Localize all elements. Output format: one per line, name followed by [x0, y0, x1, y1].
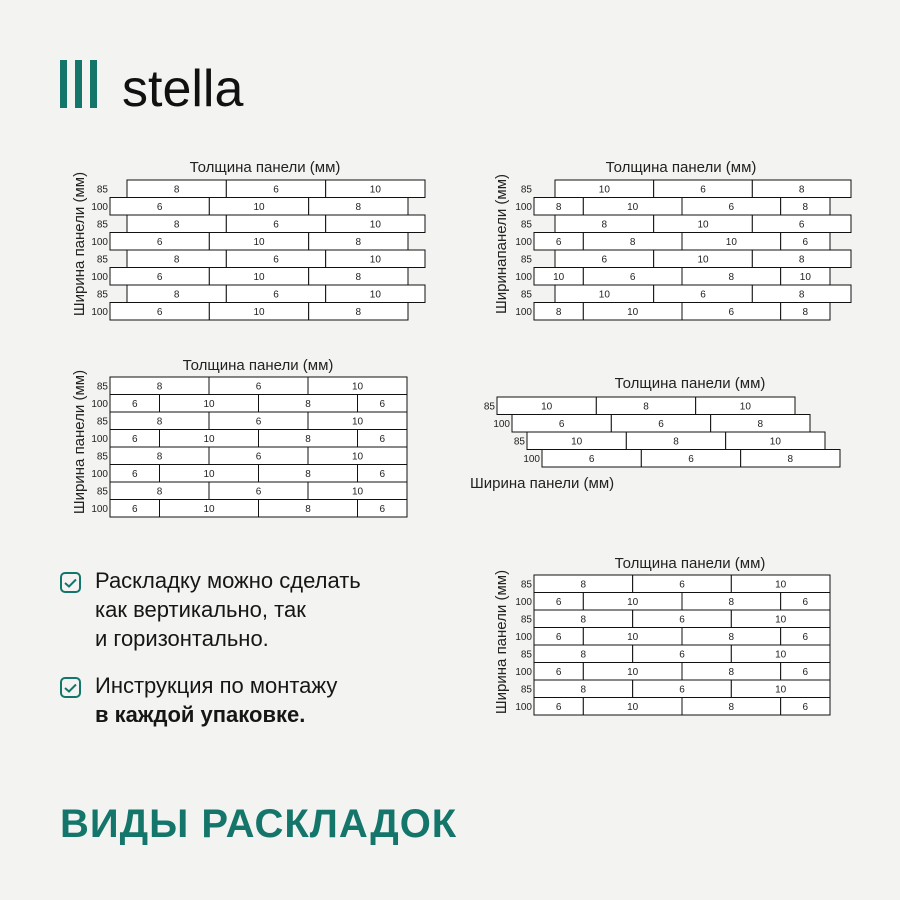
panel-thickness-label: 10 [775, 649, 787, 661]
panel-thickness-label: 6 [379, 503, 386, 515]
panel-thickness-label: 10 [739, 401, 751, 413]
panel-thickness-label: 10 [351, 381, 364, 393]
panel-thickness-label: 8 [673, 436, 679, 448]
panel-thickness-label: 6 [802, 701, 809, 713]
panel-thickness-label: 10 [598, 289, 610, 301]
panel-thickness-label: 10 [799, 271, 811, 283]
row-width-label: 100 [515, 271, 532, 283]
panel-thickness-label: 10 [351, 451, 364, 463]
row-width-label: 85 [96, 219, 108, 231]
panel-thickness-label: 8 [802, 306, 809, 318]
panel-thickness-label: 10 [203, 468, 215, 480]
panel-thickness-label: 6 [255, 486, 262, 498]
row-width-label: 85 [520, 684, 532, 696]
panel-thickness-label: 6 [555, 236, 562, 248]
row-width-label: 85 [96, 289, 108, 301]
row-width-label: 100 [91, 306, 108, 318]
brand-name: stella [122, 60, 244, 112]
row-width-label: 100 [523, 453, 540, 465]
panel-thickness-label: 6 [728, 306, 735, 318]
panel-thickness-label: 6 [156, 236, 163, 248]
panel-thickness-label: 6 [131, 503, 138, 515]
panel-thickness-label: 10 [203, 433, 215, 445]
panel-thickness-label: 8 [555, 201, 562, 213]
diagram-title: Толщина панели (мм) [614, 555, 766, 572]
section-heading: ВИДЫ РАСКЛАДОК [60, 802, 458, 846]
row-width-label: 100 [91, 236, 108, 248]
panel-thickness-label: 8 [355, 201, 362, 213]
diagram-side-label: Ширина панели (мм) [493, 569, 510, 715]
panel-thickness-label: 8 [305, 433, 311, 445]
panel-thickness-label: 6 [679, 684, 685, 696]
panel-thickness-label: 8 [580, 579, 587, 591]
panel-thickness-label: 6 [798, 219, 805, 231]
feature-bold-line: в каждой упаковке. [95, 702, 306, 727]
panel-thickness-label: 10 [541, 401, 553, 413]
diagram-rows [484, 397, 840, 467]
panel-thickness-label: 8 [305, 468, 311, 480]
panel-thickness-label: 10 [598, 184, 610, 196]
panel-thickness-label: 10 [697, 219, 709, 231]
panel-thickness-label: 8 [798, 289, 805, 301]
panel-thickness-label: 6 [558, 418, 565, 430]
diagram-title: Толщина панели (мм) [189, 159, 341, 176]
panel-thickness-label: 10 [769, 436, 781, 448]
panel-thickness-label: 10 [203, 398, 215, 410]
panel-thickness-label: 10 [627, 701, 639, 713]
panel-thickness-label: 6 [802, 666, 809, 678]
layout-diagram-1 [60, 150, 440, 330]
panel-thickness-label: 10 [697, 254, 709, 266]
panel-thickness-label: 6 [131, 433, 138, 445]
panel-thickness-label: 6 [255, 381, 262, 393]
panel-thickness-label: 8 [156, 381, 163, 393]
panel-thickness-label: 6 [379, 433, 386, 445]
panel-thickness-label: 6 [379, 398, 386, 410]
panel-thickness-label: 8 [728, 666, 735, 678]
panel-thickness-label: 6 [255, 416, 262, 428]
check-icon [60, 677, 81, 698]
layout-diagram-3 [60, 348, 440, 528]
panel-thickness-label: 10 [627, 666, 639, 678]
diagram-side-label: Ширина панели (мм) [470, 475, 615, 492]
panel-thickness-label: 6 [700, 184, 706, 196]
feature-item [60, 566, 440, 653]
panel-thickness-label: 8 [802, 201, 809, 213]
panel-thickness-label: 6 [156, 306, 163, 318]
panel-thickness-label: 10 [253, 271, 265, 283]
panel-thickness-label: 6 [658, 418, 664, 430]
panel-thickness-label: 8 [305, 398, 311, 410]
panel-thickness-label: 10 [627, 596, 639, 608]
row-width-label: 85 [520, 579, 532, 591]
row-width-label: 100 [515, 631, 532, 643]
panel-thickness-label: 6 [601, 254, 608, 266]
row-width-label: 85 [520, 289, 532, 301]
panel-thickness-label: 10 [253, 236, 265, 248]
panel-thickness-label: 10 [627, 201, 639, 213]
row-width-label: 100 [515, 596, 532, 608]
panel-thickness-label: 6 [688, 453, 694, 465]
diagram-rows [91, 377, 407, 517]
panel-thickness-label: 8 [728, 596, 735, 608]
panel-thickness-label: 6 [273, 289, 279, 301]
panel-thickness-label: 8 [173, 219, 180, 231]
panel-thickness-label: 6 [131, 398, 138, 410]
layout-diagram-4 [460, 368, 860, 498]
row-width-label: 85 [96, 381, 108, 393]
row-width-label: 100 [515, 236, 532, 248]
panel-thickness-label: 10 [571, 436, 583, 448]
panel-thickness-label: 6 [555, 666, 562, 678]
panel-thickness-label: 6 [802, 236, 809, 248]
panel-thickness-label: 10 [775, 684, 787, 696]
panel-thickness-label: 6 [555, 631, 562, 643]
panel-thickness-label: 8 [728, 701, 735, 713]
panel-thickness-label: 8 [728, 271, 735, 283]
panel-thickness-label: 6 [802, 631, 809, 643]
panel-thickness-label: 10 [553, 271, 565, 283]
panel-thickness-label: 8 [580, 649, 587, 661]
row-width-label: 100 [515, 701, 532, 713]
row-width-label: 100 [91, 201, 108, 213]
features-list [60, 566, 440, 747]
panel-thickness-label: 8 [156, 451, 163, 463]
diagram-side-label: Ширина панели (мм) [71, 369, 88, 515]
panel-thickness-label: 6 [588, 453, 595, 465]
layout-diagram-2 [480, 150, 860, 330]
row-width-label: 100 [91, 398, 108, 410]
panel-thickness-label: 8 [555, 306, 562, 318]
diagram-title: Толщина панели (мм) [182, 357, 334, 374]
panel-thickness-label: 10 [627, 631, 639, 643]
row-width-label: 85 [520, 649, 532, 661]
row-width-label: 85 [96, 416, 108, 428]
panel-thickness-label: 6 [555, 701, 562, 713]
panel-thickness-label: 10 [369, 254, 381, 266]
panel-thickness-label: 10 [351, 486, 364, 498]
panel-thickness-label: 8 [728, 631, 735, 643]
panel-thickness-label: 8 [173, 254, 180, 266]
diagram-title: Толщина панели (мм) [614, 375, 766, 392]
panel-thickness-label: 6 [679, 649, 685, 661]
feature-line: Раскладку можно сделать [95, 568, 361, 593]
panel-thickness-label: 8 [798, 184, 805, 196]
feature-line: как вертикально, так [95, 597, 306, 622]
row-width-label: 100 [515, 666, 532, 678]
check-icon [60, 572, 81, 593]
panel-thickness-label: 8 [173, 289, 180, 301]
panel-thickness-label: 6 [273, 219, 279, 231]
stella-logo [60, 60, 300, 112]
row-width-label: 100 [91, 433, 108, 445]
panel-thickness-label: 10 [725, 236, 737, 248]
diagram-title: Толщина панели (мм) [605, 159, 757, 176]
row-width-label: 85 [520, 614, 532, 626]
panel-thickness-label: 10 [351, 416, 364, 428]
panel-thickness-label: 6 [629, 271, 636, 283]
row-width-label: 85 [96, 184, 108, 196]
panel-thickness-label: 8 [173, 184, 180, 196]
row-width-label: 85 [520, 219, 532, 231]
panel-thickness-label: 8 [757, 418, 764, 430]
row-width-label: 100 [91, 468, 108, 480]
panel-thickness-label: 6 [273, 254, 279, 266]
panel-thickness-label: 6 [802, 596, 809, 608]
diagram-side-label: Ширинапанели (мм) [493, 174, 510, 314]
diagram-side-label: Ширина панели (мм) [71, 171, 88, 317]
row-width-label: 85 [513, 436, 525, 448]
panel-thickness-label: 6 [700, 289, 706, 301]
panel-thickness-label: 6 [156, 201, 163, 213]
feature-text [95, 566, 361, 653]
diagram-rows [515, 180, 851, 320]
feature-item [60, 671, 440, 729]
row-width-label: 85 [96, 451, 108, 463]
row-width-label: 85 [96, 486, 108, 498]
panel-thickness-label: 6 [728, 201, 735, 213]
row-width-label: 100 [91, 503, 108, 515]
panel-thickness-label: 10 [203, 503, 215, 515]
panel-thickness-label: 10 [369, 219, 381, 231]
feature-line: и горизонтально. [95, 626, 269, 651]
panel-thickness-label: 8 [156, 486, 163, 498]
panel-thickness-label: 8 [643, 401, 649, 413]
panel-thickness-label: 10 [775, 579, 787, 591]
panel-thickness-label: 10 [775, 614, 787, 626]
panel-thickness-label: 6 [679, 614, 685, 626]
panel-thickness-label: 6 [679, 579, 685, 591]
panel-thickness-label: 10 [627, 306, 639, 318]
panel-thickness-label: 10 [253, 201, 265, 213]
panel-thickness-label: 8 [580, 684, 587, 696]
panel-thickness-label: 8 [787, 453, 794, 465]
panel-thickness-label: 8 [305, 503, 311, 515]
row-width-label: 100 [493, 418, 510, 430]
panel-thickness-label: 8 [355, 306, 362, 318]
panel-thickness-label: 6 [255, 451, 262, 463]
panel-thickness-label: 6 [555, 596, 562, 608]
diagram-rows [91, 180, 425, 320]
panel-thickness-label: 8 [629, 236, 636, 248]
panel-thickness-label: 10 [253, 306, 265, 318]
panel-thickness-label: 8 [601, 219, 608, 231]
panel-thickness-label: 6 [156, 271, 163, 283]
layout-diagram-5 [480, 548, 860, 728]
panel-thickness-label: 8 [355, 236, 362, 248]
panel-thickness-label: 6 [379, 468, 386, 480]
row-width-label: 85 [520, 254, 532, 266]
panel-thickness-label: 8 [580, 614, 587, 626]
feature-line: Инструкция по монтажу [95, 673, 338, 698]
panel-thickness-label: 8 [355, 271, 362, 283]
row-width-label: 100 [515, 201, 532, 213]
panel-thickness-label: 6 [273, 184, 279, 196]
diagram-rows [515, 575, 830, 715]
row-width-label: 100 [91, 271, 108, 283]
panel-thickness-label: 10 [369, 184, 381, 196]
row-width-label: 100 [515, 306, 532, 318]
panel-thickness-label: 6 [131, 468, 138, 480]
row-width-label: 85 [483, 401, 495, 413]
row-width-label: 85 [520, 184, 532, 196]
row-width-label: 85 [96, 254, 108, 266]
feature-text [95, 671, 337, 729]
panel-thickness-label: 8 [798, 254, 805, 266]
panel-thickness-label: 10 [369, 289, 381, 301]
panel-thickness-label: 8 [156, 416, 163, 428]
